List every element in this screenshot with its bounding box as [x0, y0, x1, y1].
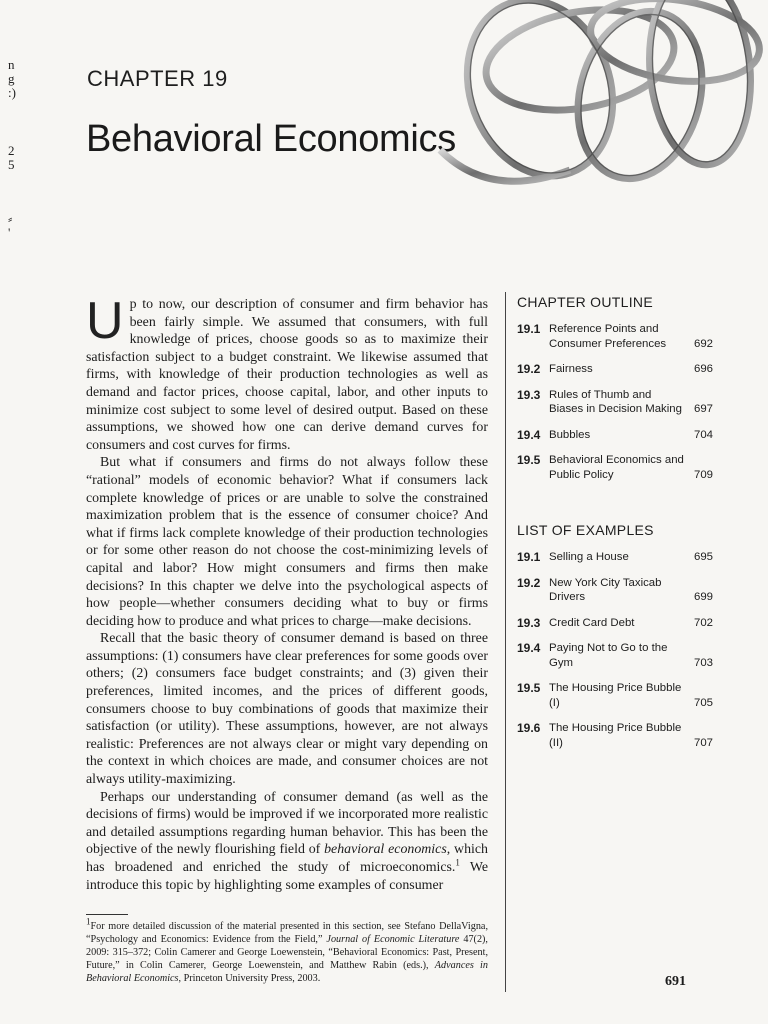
chapter-title: Behavioral Economics	[86, 118, 456, 160]
section-number: 19.2	[517, 362, 541, 376]
example-item[interactable]	[517, 721, 713, 750]
sidebar	[517, 294, 713, 761]
outline-list	[517, 322, 713, 482]
outline-item[interactable]	[517, 428, 713, 443]
chapter-label: CHAPTER 19	[87, 66, 228, 91]
example-number: 19.5	[517, 681, 541, 695]
example-title: The Housing Price Bubble (II)	[549, 722, 682, 749]
paragraph: Recall that the basic theory of consumer demand is based on three assumptions: (1) consumers have clear preferences for some goods over others; (2) consumers face budget constraints; and (3) given their preferences, limited incomes, and the prices of different goods, consumers choose to buy combinations of goods that maximize their satisfaction (or utility). These assumptions, however, are not always realistic: Preferences are not always clear or might vary depending on the context in which choices are made, and consumer choices are not always utility-maximizing.	[86, 631, 488, 788]
example-item[interactable]	[517, 576, 713, 605]
paragraph	[86, 789, 488, 895]
example-item[interactable]	[517, 616, 713, 631]
edge-spacer	[8, 100, 28, 144]
section-page: 697	[693, 403, 713, 415]
example-page: 702	[693, 616, 713, 629]
example-number: 19.1	[517, 550, 541, 564]
edge-spacer	[8, 172, 28, 212]
edge-mark: 5	[8, 157, 15, 172]
example-title: Credit Card Debt	[549, 616, 635, 629]
examples-list	[517, 550, 713, 750]
footnote-ref[interactable]: 1	[455, 857, 460, 868]
example-page: 695	[693, 551, 713, 563]
examples-heading: LIST OF EXAMPLES	[517, 522, 654, 538]
emphasized-term: behavioral economics	[324, 842, 447, 858]
section-page: 692	[693, 337, 713, 350]
example-title: Selling a House	[549, 551, 629, 563]
edge-mark: '	[8, 225, 11, 240]
edge-mark: n	[8, 57, 15, 72]
paragraph-text: Perhaps our understanding of consumer demand (as well as the decisions of firms) would be improved if we incorporated more realistic and detailed assumptions regarding human behavior. This has been the objective of the newly flourishing field of	[86, 789, 488, 858]
outline-heading: CHAPTER OUTLINE	[517, 294, 653, 310]
paragraph	[86, 292, 488, 454]
example-number: 19.6	[517, 721, 541, 735]
example-item[interactable]	[517, 550, 713, 565]
chapter-intro-text	[86, 292, 488, 894]
example-page: 703	[693, 656, 713, 669]
example-number: 19.4	[517, 641, 541, 655]
column-divider	[505, 292, 506, 992]
example-number: 19.2	[517, 575, 541, 590]
example-title: New York City Taxicab Drivers	[549, 576, 662, 603]
section-number: 19.3	[517, 387, 541, 402]
section-title: Rules of Thumb and Biases in Decision Making	[549, 388, 682, 415]
example-title: Paying Not to Go to the Gym	[549, 642, 668, 669]
section-page: 709	[693, 468, 713, 481]
example-item[interactable]	[517, 681, 713, 710]
example-title: The Housing Price Bubble (I)	[549, 682, 682, 709]
outline-item[interactable]	[517, 388, 713, 417]
footnote-rule	[86, 914, 128, 915]
section-title: Behavioral Economics and Public Policy	[549, 454, 684, 481]
section-number: 19.5	[517, 453, 541, 467]
paragraph: But what if consumers and firms do not always follow these “rational” models of economic behavior? What if consumers lack complete knowledge of prices or are unable to solve the constrained maximization problem that is the essence of consumer choice? And what if firms lack complete knowledge of their production technologies or for some other reason do not choose the cost-minimizing levels of capital and labor? How might consumers and firms then make decisions? In this chapter we delve into the psychological aspects of how people—whether consumers deciding what to buy or firms deciding how to produce and what prices to charge—make decisions.	[86, 455, 488, 629]
edge-mark: :)	[8, 85, 16, 100]
example-page: 699	[693, 591, 713, 603]
chapter-rings-illustration	[430, 0, 768, 215]
outline-item[interactable]	[517, 362, 713, 377]
section-title: Fairness	[549, 363, 593, 375]
section-page: 696	[693, 363, 713, 375]
section-title: Bubbles	[549, 428, 591, 441]
section-page: 704	[693, 428, 713, 441]
example-page: 707	[693, 736, 713, 749]
paragraph-text: We introduce this topic by highlighting some examples of consumer	[86, 860, 488, 893]
book-title: Advances in Behavioral Economics	[86, 960, 488, 984]
outline-item[interactable]	[517, 322, 713, 351]
example-number: 19.3	[517, 615, 541, 630]
example-page: 705	[693, 696, 713, 709]
paragraph-text: , which has broadened and enriched the study of microeconomics.	[86, 842, 488, 875]
page-number: 691	[665, 974, 686, 989]
footnote-marker: 1	[86, 916, 91, 927]
footnote-text: 47(2), 2009: 315–372; Colin Camerer and George Loewenstein, “Behavioral Economics: Past, Present, Future,” in Colin Camerer, George Loewenstein, and Matthew Rabin (eds.),	[86, 934, 488, 971]
footnote	[86, 916, 488, 985]
edge-mark: 2	[8, 143, 15, 158]
footnote-text: For more detailed discussion of the material presented in this section, see Stefano DellaVigna, “Psychology and Economics: Evidence from the Field,”	[86, 921, 488, 945]
facing-page-edge-marks	[8, 58, 28, 240]
section-title: Reference Points and Consumer Preferences	[549, 323, 667, 350]
journal-title: Journal of Economic Literature	[326, 934, 460, 945]
edge-mark: ⸗	[8, 211, 13, 226]
paragraph-text: p to now, our description of consumer and firm behavior has been fairly simple. We assumed that consumers, with full knowledge of prices, choose goods so as to maximize their satisfaction subject to a budget constraint. We likewise assumed that firms, with knowledge of their production technologies as well as demand and factor prices, choose capital, labor, and other inputs to minimize cost subject to some level of desired output. Based on these assumptions, we showed how one can derive demand curves for consumers and cost curves for firms.	[86, 297, 488, 453]
edge-mark: g	[8, 71, 15, 86]
example-item[interactable]	[517, 641, 713, 670]
outline-item[interactable]	[517, 453, 713, 482]
section-number: 19.4	[517, 427, 541, 442]
drop-cap: U	[86, 292, 124, 350]
footnote-text: , Princeton University Press, 2003.	[178, 973, 321, 984]
section-number: 19.1	[517, 322, 541, 336]
